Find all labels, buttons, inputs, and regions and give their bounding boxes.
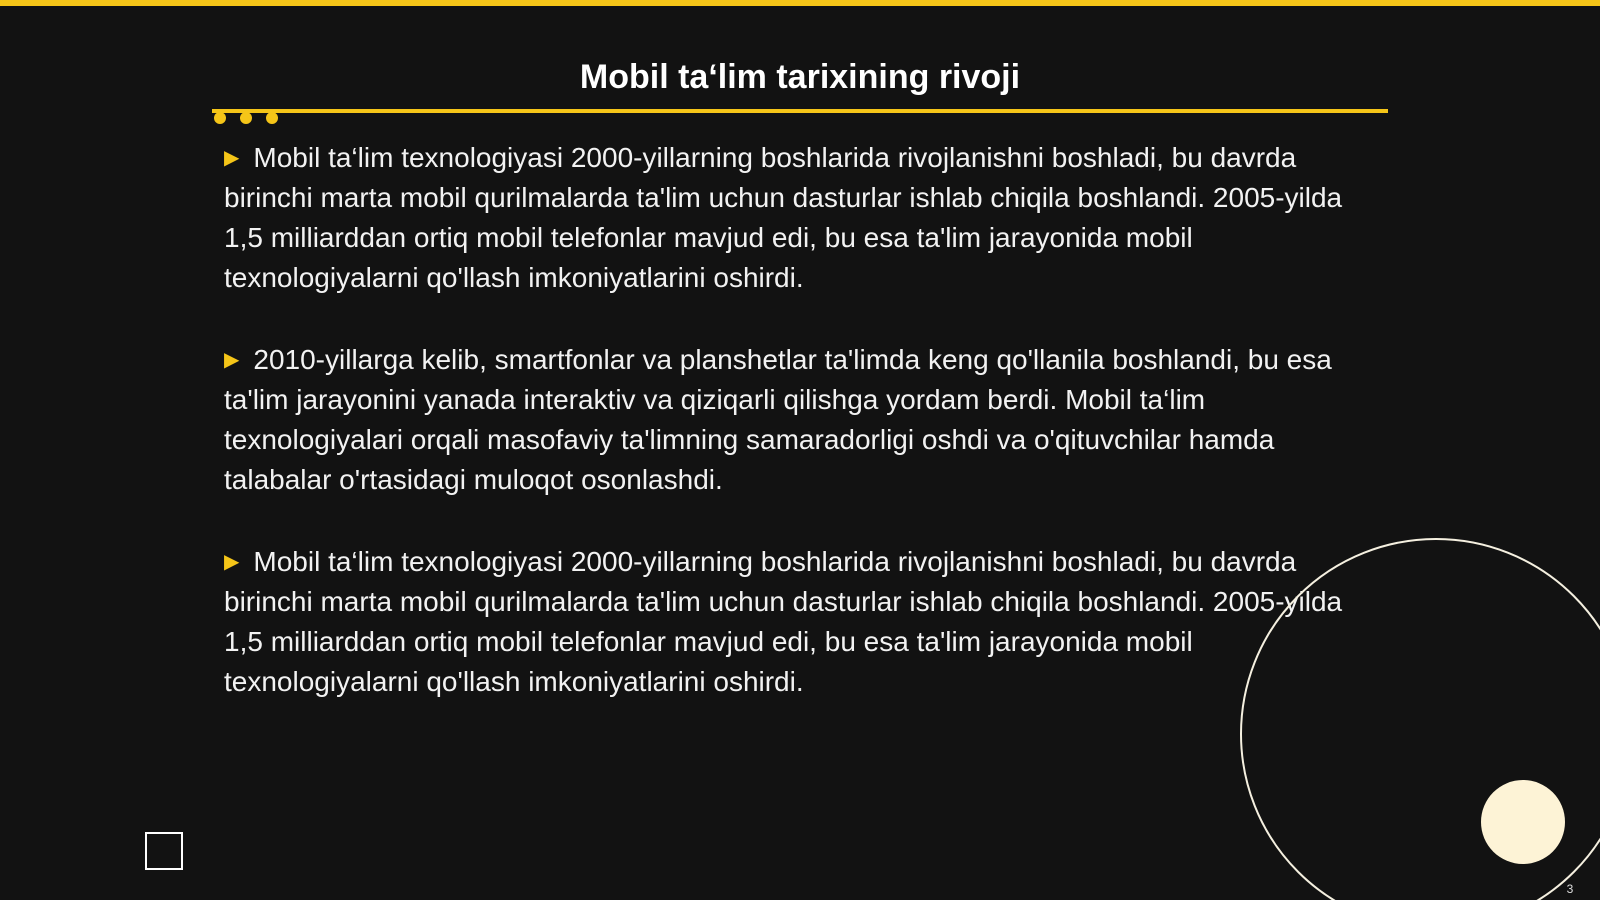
decorative-square <box>145 832 183 870</box>
bullet-list <box>224 138 1384 744</box>
arrow-bullet-icon: ▶ <box>224 551 240 573</box>
arrow-bullet-icon: ▶ <box>224 349 240 371</box>
page-number: 3 <box>1566 882 1574 896</box>
title-underline <box>212 109 1388 113</box>
bullet-item <box>224 542 1384 702</box>
decorative-circle-filled <box>1481 780 1565 864</box>
bullet-text: Mobil ta‘lim texnologiyasi 2000-yillarning boshlarida rivojlanishni boshladi, bu davrda birinchi marta mobil qurilmalarda ta'lim uchun dasturlar ishlab chiqila boshlandi. 2005-yilda 1,5 milliarddan ortiq mobil telefonlar mavjud edi, bu esa ta'lim jarayonida mobil texnologiyalarni qo'llash imkoniyatlarini oshirdi. <box>224 142 1343 293</box>
slide-title: Mobil ta‘lim tarixining rivoji <box>579 58 1021 96</box>
accent-dot <box>266 112 278 124</box>
accent-dot <box>214 112 226 124</box>
bullet-text: Mobil ta‘lim texnologiyasi 2000-yillarning boshlarida rivojlanishni boshladi, bu davrda birinchi marta mobil qurilmalarda ta'lim uchun dasturlar ishlab chiqila boshlandi. 2005-yilda 1,5 milliarddan ortiq mobil telefonlar mavjud edi, bu esa ta'lim jarayonida mobil texnologiyalarni qo'llash imkoniyatlarini oshirdi. <box>224 546 1343 697</box>
bullet-item <box>224 138 1384 298</box>
top-accent-bar <box>0 0 1600 6</box>
arrow-bullet-icon: ▶ <box>224 147 240 169</box>
bullet-text: 2010-yillarga kelib, smartfonlar va planshetlar ta'limda keng qo'llanila boshlandi, bu esa ta'lim jarayonini yanada interaktiv va qiziqarli qilishga yordam berdi. Mobil ta‘lim texnologiyalari orqali masofaviy ta'limning samaradorligi oshdi va o'qituvchilar hamda talabalar o'rtasidagi muloqot osonlashdi. <box>224 344 1332 495</box>
bullet-item <box>224 340 1384 500</box>
accent-dot <box>240 112 252 124</box>
